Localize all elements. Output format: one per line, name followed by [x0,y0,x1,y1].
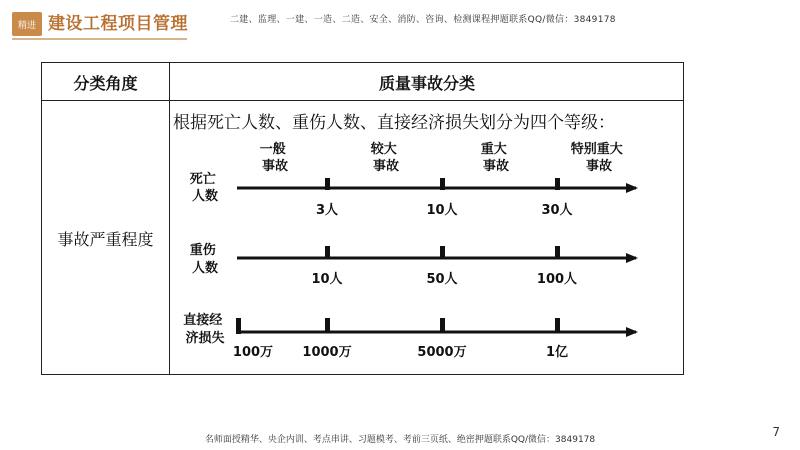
grade-label-major: 重大 事故 [480,142,510,174]
threshold-loss-2: 1000万 [302,345,352,360]
tick-injuries-3 [555,246,560,259]
tick-loss-3 [555,318,560,333]
row-label-economic-loss: 直接经 济损失 [183,313,225,346]
grade-label-larger: 较大 事故 [370,142,400,174]
grade-label-especially-major: 特别重大 事故 [570,142,623,174]
threshold-injuries-3: 100人 [536,272,578,287]
tick-deaths-2 [440,178,445,190]
threshold-injuries-1: 10人 [311,272,343,287]
tick-loss-2 [440,318,445,333]
threshold-deaths-3: 30人 [541,203,573,218]
threshold-loss-4: 1亿 [545,345,569,360]
grade-label-general: 一般 事故 [259,142,289,174]
tick-loss-1 [325,318,330,333]
course-title: 建设工程项目管理 [48,14,188,34]
column-header-category: 分类角度 [73,73,138,93]
tick-deaths-3 [555,178,560,190]
threshold-injuries-2: 50人 [426,272,458,287]
tick-injuries-2 [440,246,445,259]
threshold-loss-3: 5000万 [417,345,467,360]
row-label-severity: 事故严重程度 [57,229,154,249]
header-contact-note: 二建、监理、一建、一造、二造、安全、消防、咨询、检测课程押题联系QQ/微信：3849178 [230,15,616,25]
tick-injuries-1 [325,246,330,259]
tick-deaths-1 [325,178,330,190]
row-label-injuries: 重伤 人数 [189,243,219,276]
intro-text: 根据死亡人数、重伤人数、直接经济损失划分为四个等级： [173,113,615,133]
page-number: 7 [772,425,780,439]
threshold-loss-1: 100万 [232,345,274,360]
logo-badge: 精进 [12,12,42,36]
row-label-deaths: 死亡 人数 [189,172,219,204]
tick-loss-0 [236,318,241,334]
threshold-deaths-2: 10人 [426,203,458,218]
column-header-classification: 质量事故分类 [378,73,475,93]
threshold-deaths-1: 3人 [315,203,339,218]
footer-contact-note: 名师面授精华、央企内训、考点串讲、习题模考、考前三页纸、绝密押题联系QQ/微信：3849178 [204,435,596,445]
